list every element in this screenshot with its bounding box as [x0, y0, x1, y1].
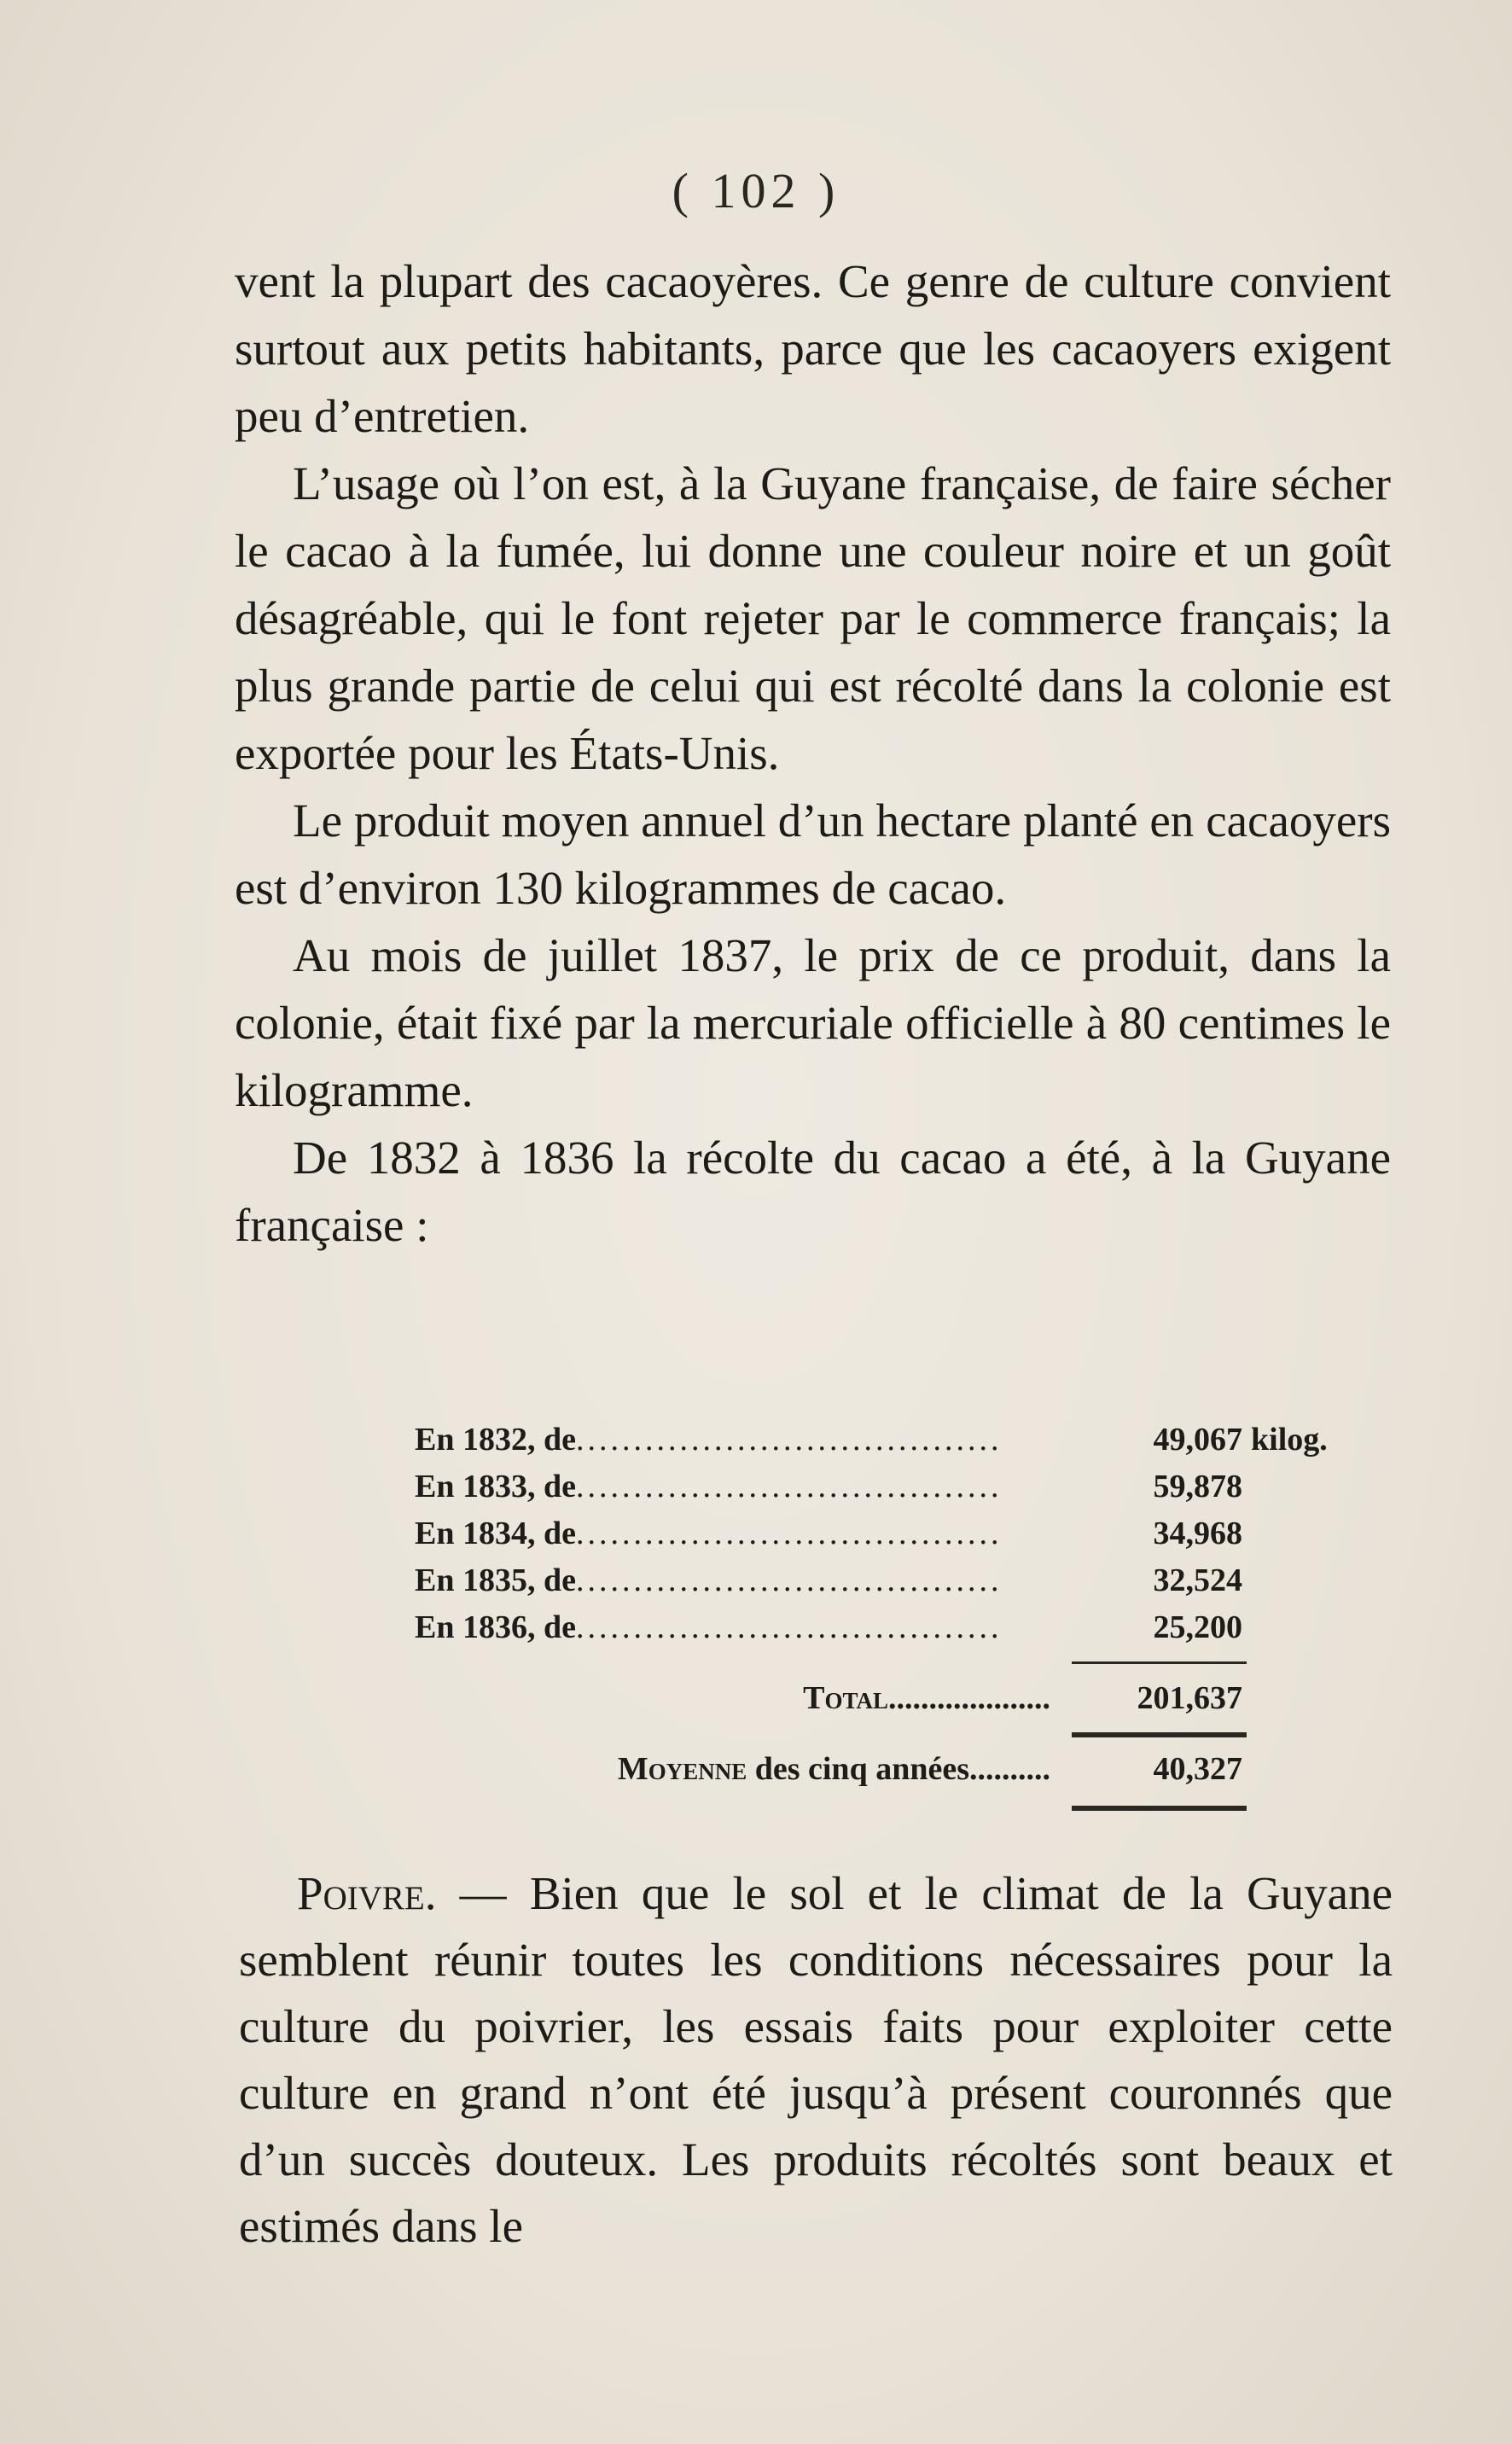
table-row [415, 1604, 1311, 1651]
leader-dots: ..................................... [575, 1562, 1003, 1598]
average-rule [1072, 1806, 1247, 1811]
leader-dots: .......... [969, 1751, 1050, 1787]
row-unit: kilog. [1251, 1422, 1328, 1458]
harvest-table [415, 1417, 1328, 1793]
table-row [415, 1510, 1311, 1557]
main-text [235, 247, 1391, 1259]
leader-dots: ..................................... [575, 1516, 1003, 1551]
row-label: En 1835, de [415, 1562, 576, 1598]
total-row [415, 1675, 1311, 1722]
average-label-smallcaps: Moyenne [617, 1751, 747, 1787]
page-number: ( 102 ) [672, 163, 840, 218]
leader-dots: ..................................... [575, 1469, 1003, 1504]
average-label-rest: des cinq années [747, 1751, 969, 1787]
row-label: En 1834, de [415, 1516, 576, 1551]
poivre-text: — Bien que le sol et le climat de la Guyane semblent réunir toutes les conditions nécessaires pour la culture du poivrier, les essais faits pour exploiter cette culture en grand n’ont été jusqu’à présent couronnés que d’un succès douteux. Les produits récoltés sont beaux et estimés dans le [239, 1867, 1393, 2252]
poivre-paragraph [239, 1860, 1393, 2260]
paragraph-price: Au mois de juillet 1837, le prix de ce produit, dans la colonie, était fixé par la mercuriale officielle à 80 centimes le kilogramme. [235, 929, 1391, 1116]
total-value: 201,637 [1137, 1680, 1242, 1716]
poivre-heading: Poivre. [297, 1867, 437, 1919]
paragraph-harvest-intro: De 1832 à 1836 la récolte du cacao a été, à la Guyane française : [235, 1132, 1391, 1251]
leader-dots: ..................................... [575, 1422, 1003, 1458]
row-label: En 1836, de [415, 1609, 576, 1645]
total-label: Total [803, 1680, 888, 1716]
subtotal-rule [1072, 1661, 1247, 1664]
paragraph-continuation: vent la plupart des cacaoyères. Ce genre de culture convient surtout aux petits habitants, parce que les cacaoyers exigent peu d’entretien. [235, 255, 1391, 442]
leader-dots: .................... [888, 1680, 1050, 1716]
row-value: 34,968 [1153, 1516, 1242, 1551]
paragraph-yield: Le produit moyen annuel d’un hectare planté en cacaoyers est d’environ 130 kilogrammes de cacao. [235, 794, 1391, 914]
table-row [415, 1417, 1328, 1463]
average-value: 40,327 [1153, 1751, 1242, 1787]
row-label: En 1833, de [415, 1469, 576, 1504]
table-row [415, 1463, 1311, 1510]
leader-dots: ..................................... [575, 1609, 1003, 1645]
paragraph-smoke-drying: L’usage où l’on est, à la Guyane française, de faire sécher le cacao à la fumée, lui donne une couleur noire et un goût désagréable, qui le font rejeter par le commerce français; la plus grande partie de celui qui est récolté dans la colonie est exportée pour les États-Unis. [235, 457, 1391, 779]
average-row [415, 1746, 1311, 1793]
row-value: 25,200 [1153, 1609, 1242, 1645]
poivre-section [239, 1860, 1393, 2260]
table-row [415, 1557, 1311, 1604]
row-label: En 1832, de [415, 1422, 576, 1458]
row-value: 49,067 [1153, 1422, 1242, 1458]
row-value: 32,524 [1153, 1562, 1242, 1598]
row-value: 59,878 [1153, 1469, 1242, 1504]
total-rule [1072, 1732, 1247, 1737]
